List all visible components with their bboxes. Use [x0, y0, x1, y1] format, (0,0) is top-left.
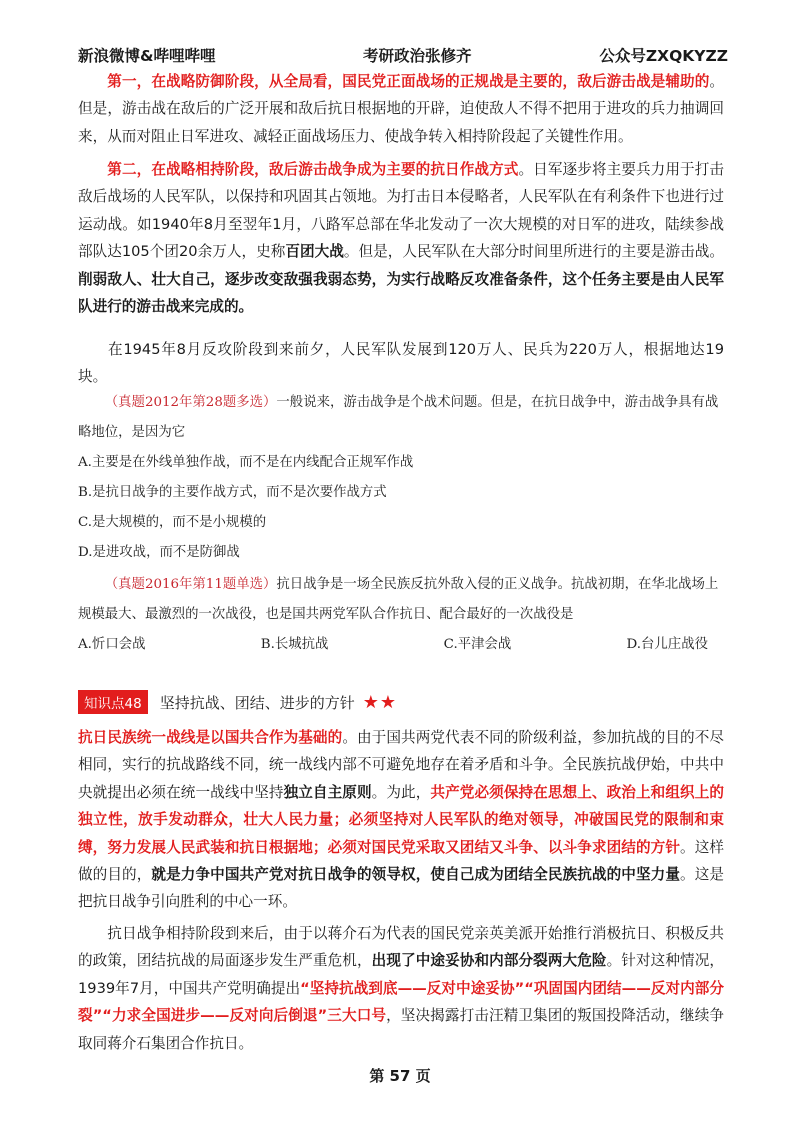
- paragraph-united-front: [78, 724, 724, 916]
- option-a: A.忻口会战: [78, 637, 146, 652]
- options-row: [78, 630, 708, 660]
- knowledge-point-heading: [78, 690, 397, 714]
- page-header: [78, 44, 728, 68]
- body-text: 。日军逐步将主要兵力用于打击敌后战场的人民军队，以保持和巩固其占领地。为打击日本侵略者，人民军队在有利条件下也进行过运动战。如1940年8月至翌年1月，八路军总部在华北发动了一次大规模的对日军的进攻，陆续参战部队达105个团20余万人，史称: [78, 161, 724, 261]
- option-b: B.长城抗战: [260, 637, 329, 652]
- emphasis-text: 抗日民族统一战线是以国共合作为基础的: [78, 729, 343, 746]
- body-text: 。由于国共两党代表不同的阶级利益，参加抗战的目的不尽相同，实行的抗战路线不同，统一战线内部不可避免地存在着矛盾和斗争。全民族抗战伊始，中共中央就提出必须在统一战线中坚持: [78, 729, 724, 801]
- emphasis-text: 第一，在战略防御阶段，从全局看，国民党正面战场的正规战是主要的，敌后游击战是辅助的: [107, 73, 710, 90]
- question-stem: （真题2016年第11题单选）抗日战争是一场全民族反抗外敌入侵的正义战争。抗战初期，在华北战场上规模最大、最激烈的一次战役，也是国共两党军队合作抗日、配合最好的一次战役是: [78, 577, 719, 622]
- knowledge-point-badge: 知识点48: [78, 690, 148, 714]
- bold-text: 出现了中途妥协和内部分裂两大危险: [371, 952, 607, 970]
- bold-text: 百团大战: [285, 243, 344, 261]
- body-text: 。但是，人民军队在大部分时间里所进行的主要是游击战。: [343, 243, 724, 261]
- exam-question-2012: [78, 388, 728, 568]
- header-author: 考研政治张修齐: [363, 47, 472, 65]
- emphasis-text: 共产党必须保持在思想上、政治上和组织上的独立性，放手发动群众，壮大人民力量；必须坚持对人民军队的绝对领导，冲破国民党的限制和束缚，努力发展人民武装和抗日根据地；必须对国民党采取又团结又斗争、以斗争求团结的方针: [78, 783, 724, 856]
- body-text: 。这样做的目的，: [78, 838, 724, 884]
- option-a: A.主要是在外线单独作战，而不是在内线配合正规军作战: [78, 455, 414, 470]
- question-source: （真题2016年第11题单选）: [104, 577, 277, 592]
- bold-text: 就是力争中国共产党对抗日战争的领导权，使自己成为团结全民族抗战的中坚力量: [151, 866, 681, 884]
- paragraph-counteroffensive: [78, 336, 724, 391]
- body-text: 。但是，游击战在敌后的广泛开展和敌后抗日根据地的开辟，迫使敌人不得不把用于进攻的兵力抽调回来，从而对阻止日军进攻、减轻正面战场压力、使战争转入相持阶段起了关键性作用。: [78, 73, 724, 145]
- body-text: ，坚决揭露打击汪精卫集团的叛国投降活动，继续争取同蒋介石集团合作抗日。: [78, 1007, 724, 1052]
- body-text: 。为此，: [371, 783, 431, 801]
- bold-text: 削弱敌人、壮大自己，逐步改变敌强我弱态势，为实行战略反攻准备条件，这个任务主要是由人民军队进行的游击战来完成的。: [78, 270, 724, 316]
- body-text: 。这是把抗日战争引向胜利的中心一环。: [78, 866, 724, 911]
- body-text: 在1945年8月反攻阶段到来前夕，人民军队发展到120万人、民兵为220万人，根据地达19块。: [78, 341, 724, 386]
- question-stem: （真题2012年第28题多选）一般说来，游击战争是个战术问题。但是，在抗日战争中，游击战争具有战略地位，是因为它: [78, 395, 719, 440]
- question-source: （真题2012年第28题多选）: [104, 395, 277, 410]
- emphasis-text: “坚持抗战到底——反对中途妥协”“巩固国内团结——反对内部分裂”“力求全国进步——反对向后倒退”三大口号: [78, 979, 724, 1025]
- option-d: D.台儿庄战役: [626, 637, 708, 652]
- exam-question-2016: [78, 570, 728, 660]
- importance-stars-icon: ★★: [362, 691, 397, 713]
- paragraph-defense-stage: [78, 68, 724, 150]
- header-weibo-bilibili: 新浪微博&哔哩哔哩: [78, 47, 216, 65]
- option-c: C.平津会战: [443, 637, 512, 652]
- knowledge-point-title: 坚持抗战、团结、进步的方针: [159, 693, 355, 712]
- emphasis-text: 第二，在战略相持阶段，敌后游击战争成为主要的抗日作战方式: [107, 161, 519, 178]
- option-b: B.是抗日战争的主要作战方式，而不是次要作战方式: [78, 485, 387, 500]
- body-text: 抗日战争相持阶段到来后，由于以蒋介石为代表的国民党亲英美派开始推行消极抗日、积极反共的政策，团结抗战的局面逐步发生严重危机，: [78, 925, 724, 970]
- body-text: 。针对这种情况，1939年7月，中国共产党明确提出: [78, 952, 724, 997]
- header-wechat: 公众号ZXQKYZZ: [599, 47, 728, 65]
- page-number: 第 57 页: [369, 1067, 431, 1085]
- paragraph-stalemate-stage: [78, 156, 724, 320]
- bold-text: 独立自主原则: [283, 783, 372, 801]
- option-c: C.是大规模的，而不是小规模的: [78, 515, 267, 530]
- option-d: D.是进攻战，而不是防御战: [78, 545, 240, 560]
- paragraph-three-slogans: [78, 920, 724, 1057]
